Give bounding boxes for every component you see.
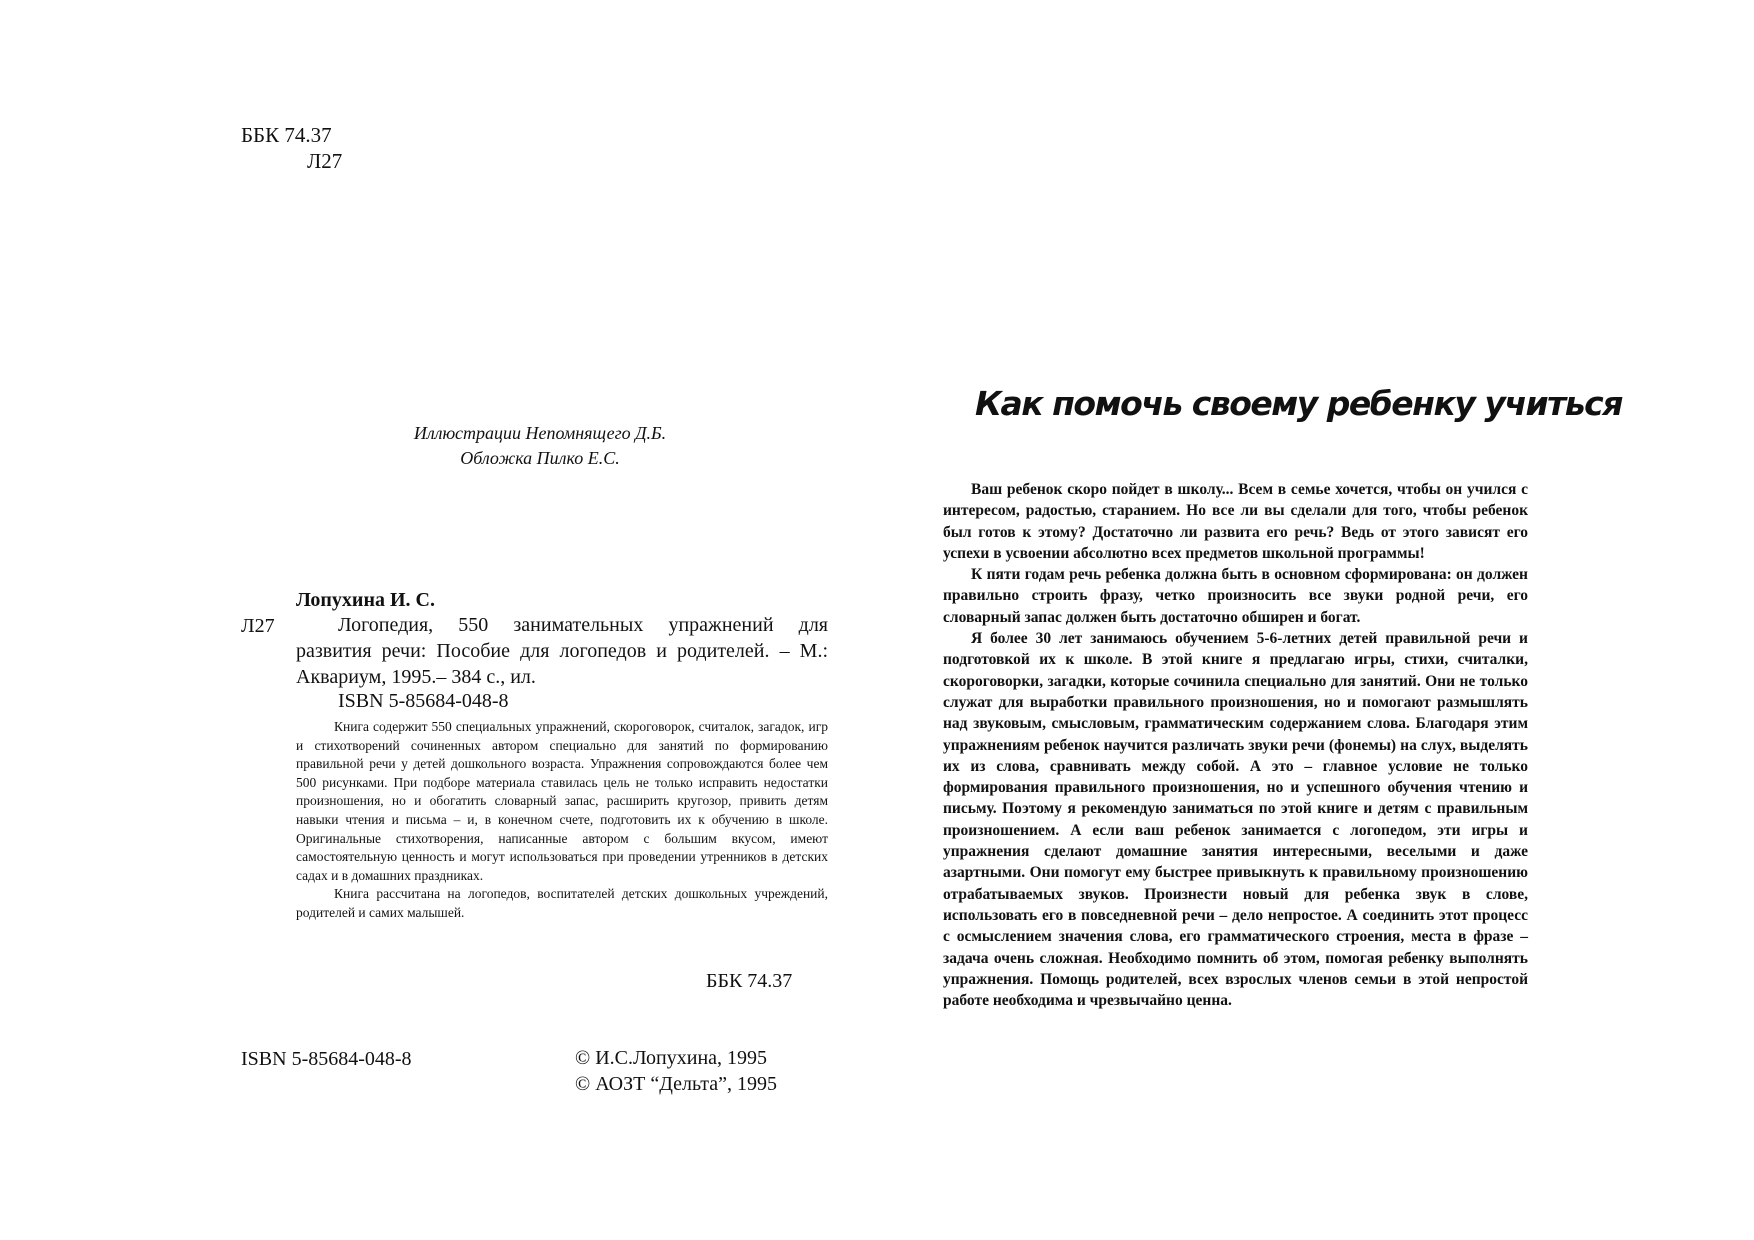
- catalog-bbk: ББК 74.37: [706, 970, 793, 992]
- catalog-index: Л27: [241, 615, 275, 637]
- bbk-classification-top: [241, 122, 342, 174]
- credits: [340, 421, 740, 471]
- footer-isbn: ISBN 5-85684-048-8: [241, 1048, 412, 1070]
- bbk-code: ББК 74.37: [241, 123, 332, 147]
- annotation-paragraph: Книга рассчитана на логопедов, воспитателей детских дошкольных учреждений, родителей и самих малышей.: [296, 886, 828, 920]
- intro-paragraph: Я более 30 лет занимаюсь обучением 5-6-летних детей правильной речи и подготовкой их к школе. В этой книге я предлагаю игры, стихи, считалки, скороговорки, загадки, которые сочинила специально для занятий. Они не только служат для выработки правильного произношения, но и помогают размышлять над звуковым, смысловым, грамматическим содержанием слова. Благодаря этим упражнениям ребенок научится различать звуки речи (фонемы) на слух, выделять их из слова, сравнивать между собой. А это – главное условие не только формирования правильного произношения, но и успешного обучения чтению и письму. Поэтому я рекомендую заниматься по этой книге и детям с правильным произношением. А если ваш ребенок занимается с логопедом, эти игры и упражнения сделают домашние занятия интересными, веселыми и даже азартными. Они помогут ему быстрее привыкнуть к правильному произношению отрабатываемых звуков. Произнести новый для ребенка звук в слове, использовать его в повседневной речи – дело непростое. А соединить этот процесс с осмыслением значения слова, его грамматического строения, места в фразе – задача очень сложная. Необходимо помнить об этом, помогая ребенку выполнять упражнения. Помощь родителей, всех взрослых членов семьи в этой непростой работе необходима и чрезвычайно ценна.: [943, 630, 1528, 1010]
- illustrations-credit: Иллюстрации Непомнящего Д.Б.: [413, 423, 667, 443]
- copyright-author: © И.С.Лопухина, 1995: [575, 1047, 768, 1069]
- copyright-publisher: © АОЗТ “Дельта”, 1995: [575, 1073, 778, 1095]
- bibliographic-description: Логопедия, 550 занимательных упражнений для развития речи: Пособие для логопедов и родителей. – М.: Аквариум, 1995.– 384 с., ил.: [296, 614, 828, 688]
- intro-text: [943, 479, 1528, 1011]
- catalog-isbn: ISBN 5-85684-048-8: [338, 690, 509, 712]
- catalog-author: Лопухина И. С.: [296, 589, 435, 611]
- cover-credit: Обложка Пилко Е.С.: [460, 448, 620, 468]
- intro-paragraph: К пяти годам речь ребенка должна быть в основном сформирована: он должен правильно строить фразу, четко произносить все звуки родной речи, его словарный запас должен быть достаточно обширен и богат.: [943, 566, 1528, 626]
- author-mark: Л27: [307, 149, 343, 173]
- intro-paragraph: Ваш ребенок скоро пойдет в школу... Всем в семье хочется, чтобы он учился с интересом, радостью, старанием. Но все ли вы сделали для того, чтобы ребенок был готов к этому? Достаточно ли развита его речь? Ведь от этого зависят его успехи в усвоении абсолютно всех предметов школьной программы!: [943, 481, 1528, 562]
- chapter-title: Как помочь своему ребенку учиться: [975, 384, 1622, 423]
- copyright-block: [575, 1045, 777, 1097]
- annotation: [296, 718, 828, 923]
- annotation-paragraph: Книга содержит 550 специальных упражнений, скороговорок, считалок, загадок, игр и стихотворений сочиненных автором специально для занятий по формированию правильной речи у детей дошкольного возраста. Упражнения сопровождаются более чем 500 рисунками. При подборе материала ставилась цель не только исправить недостатки произношения, но и обогатить словарный запас, расширить кругозор, привить детям навыки чтения и письма – и, в конечном счете, подготовить их к обучению в школе. Оригинальные стихотворения, написанные автором с большим вкусом, имеют самостоятельную ценность и могут использоваться при проведении утренников в детских садах и в домашних праздниках.: [296, 719, 828, 883]
